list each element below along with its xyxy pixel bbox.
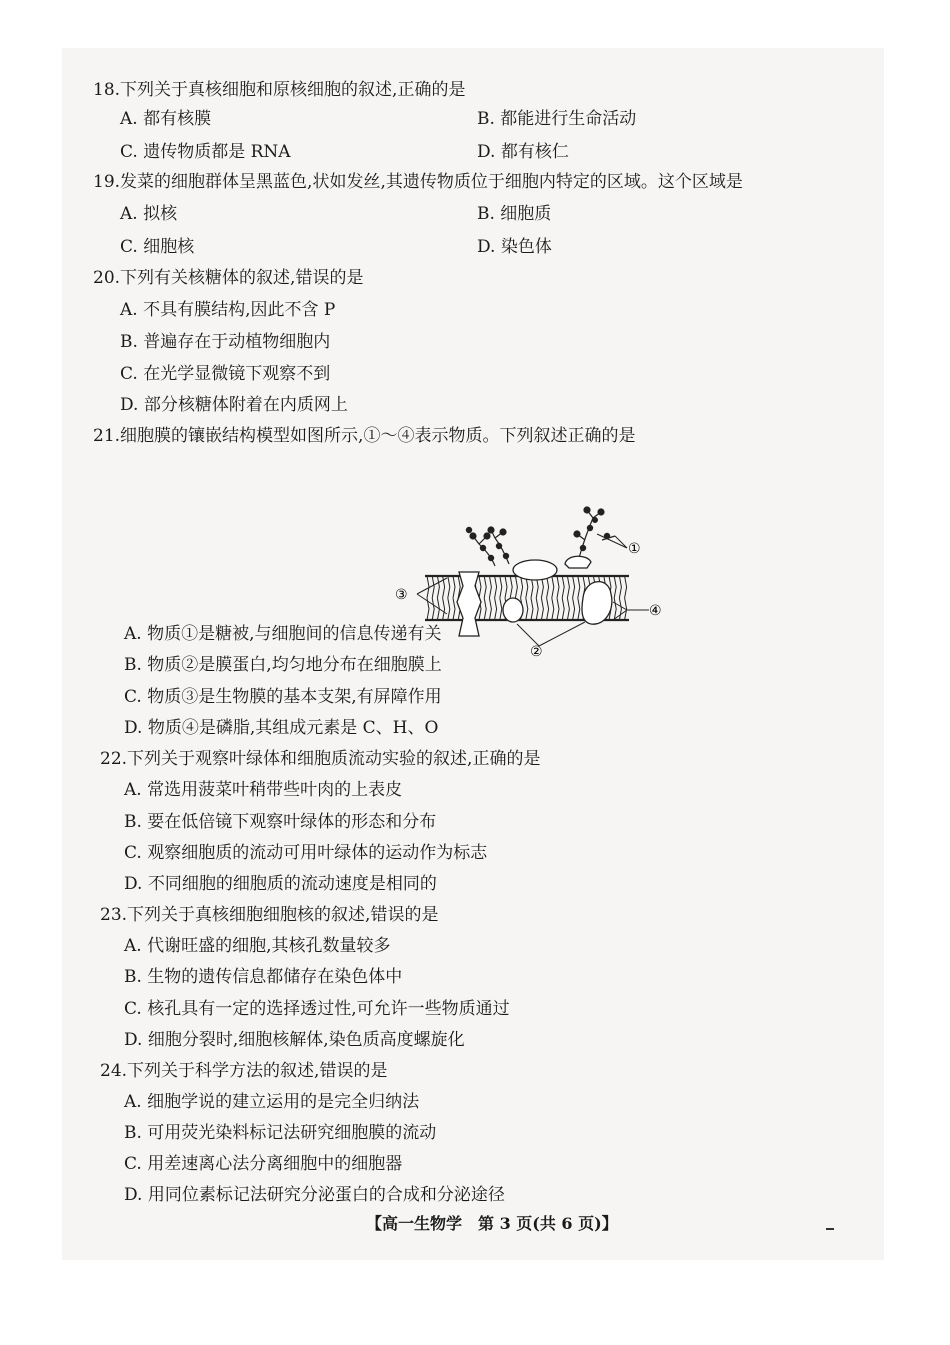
- option: A. 常选用菠菜叶稍带些叶肉的上表皮: [124, 780, 403, 800]
- option: B. 可用荧光染料标记法研究细胞膜的流动: [124, 1123, 437, 1143]
- option: C. 观察细胞质的流动可用叶绿体的运动作为标志: [124, 843, 488, 863]
- question-stem: 24.下列关于科学方法的叙述,错误的是: [100, 1061, 388, 1081]
- option: D. 染色体: [477, 237, 552, 257]
- sugar-chains-icon: [466, 507, 615, 566]
- label-4: ④: [649, 603, 662, 619]
- question-stem: 23.下列关于真核细胞细胞核的叙述,错误的是: [100, 905, 439, 925]
- option: D. 用同位素标记法研究分泌蛋白的合成和分泌途径: [124, 1185, 505, 1205]
- label-3: ③: [395, 587, 408, 603]
- exam-page: [62, 48, 884, 1260]
- option: A. 代谢旺盛的细胞,其核孔数量较多: [124, 936, 391, 956]
- option: C. 细胞核: [120, 237, 195, 257]
- option: A. 细胞学说的建立运用的是完全归纳法: [124, 1092, 420, 1112]
- option: B. 生物的遗传信息都储存在染色体中: [124, 967, 403, 987]
- page-footer: 【高一生物学 第 3 页(共 6 页)】: [366, 1214, 618, 1233]
- question-stem: 19.发菜的细胞群体呈黑蓝色,状如发丝,其遗传物质位于细胞内特定的区域。这个区域是: [93, 172, 743, 192]
- option: B. 要在低倍镜下观察叶绿体的形态和分布: [124, 812, 437, 832]
- question-stem: 21.细胞膜的镶嵌结构模型如图所示,①～④表示物质。下列叙述正确的是: [93, 426, 636, 446]
- option: B. 普遍存在于动植物细胞内: [120, 332, 331, 352]
- question-stem: 22.下列关于观察叶绿体和细胞质流动实验的叙述,正确的是: [100, 749, 541, 769]
- option: D. 部分核糖体附着在内质网上: [120, 395, 348, 415]
- option: B. 物质②是膜蛋白,均匀地分布在细胞膜上: [124, 655, 442, 675]
- option: A. 不具有膜结构,因此不含 P: [120, 300, 336, 320]
- option: A. 物质①是糖被,与细胞间的信息传递有关: [124, 624, 442, 644]
- option: B. 都能进行生命活动: [477, 109, 637, 129]
- option: C. 核孔具有一定的选择透过性,可允许一些物质通过: [124, 999, 510, 1019]
- option: A. 拟核: [120, 204, 178, 224]
- option: A. 都有核膜: [120, 109, 212, 129]
- option: C. 遗传物质都是 RNA: [120, 142, 291, 162]
- option: D. 物质④是磷脂,其组成元素是 C、H、O: [124, 718, 439, 738]
- label-1: ①: [628, 541, 641, 557]
- option: D. 细胞分裂时,细胞核解体,染色质高度螺旋化: [124, 1030, 465, 1050]
- label-2: ②: [530, 644, 543, 660]
- option: C. 在光学显微镜下观察不到: [120, 364, 331, 384]
- cell-membrane-diagram: [387, 506, 677, 666]
- option: C. 用差速离心法分离细胞中的细胞器: [124, 1154, 403, 1174]
- question-stem: 18.下列关于真核细胞和原核细胞的叙述,正确的是: [93, 80, 466, 100]
- option: D. 不同细胞的细胞质的流动速度是相同的: [124, 874, 437, 894]
- option: D. 都有核仁: [477, 142, 569, 162]
- footer-mark: [826, 1228, 834, 1230]
- option: B. 细胞质: [477, 204, 552, 224]
- option: C. 物质③是生物膜的基本支架,有屏障作用: [124, 687, 442, 707]
- question-stem: 20.下列有关核糖体的叙述,错误的是: [93, 268, 364, 288]
- membrane-protein-icon: [457, 556, 612, 636]
